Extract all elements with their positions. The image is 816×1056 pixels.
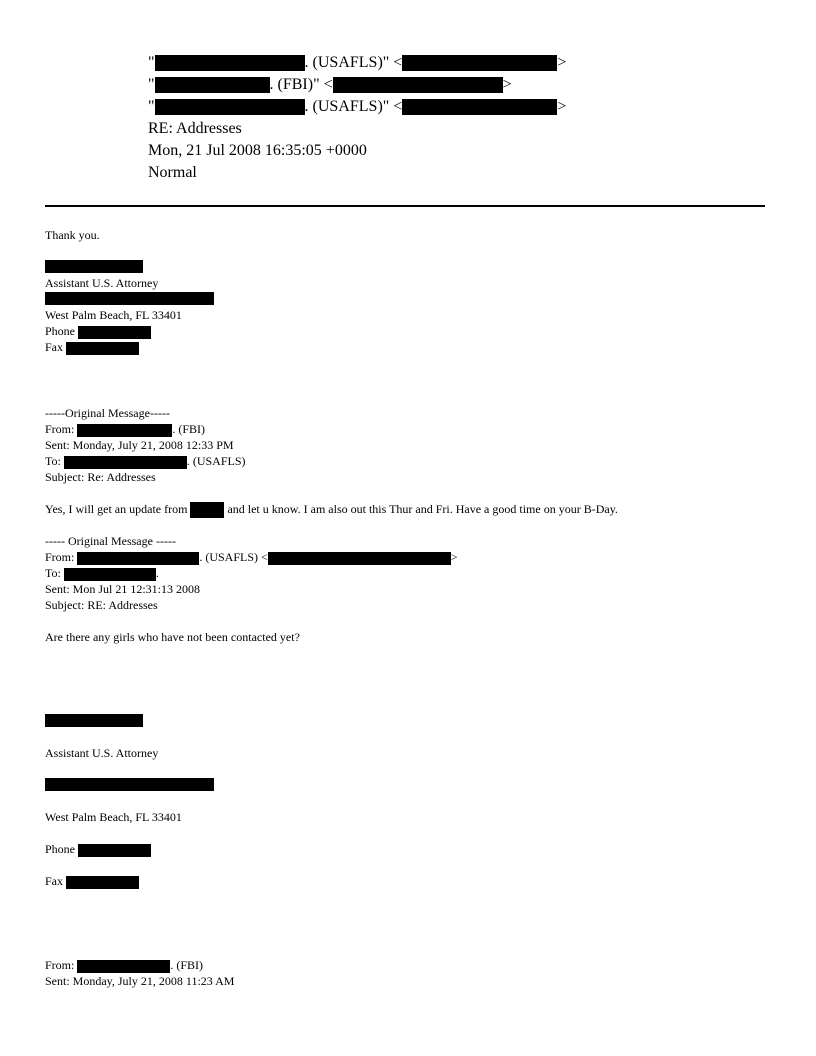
orig1-subject: Subject: Re: Addresses — [45, 470, 156, 484]
redaction-block — [402, 99, 557, 115]
orig2-from — [45, 550, 458, 565]
redaction-block — [190, 502, 224, 518]
redaction-block — [155, 99, 305, 115]
redaction-block — [77, 960, 170, 973]
sig1-title: Assistant U.S. Attorney — [45, 276, 159, 290]
orig2-to-label: To: — [45, 566, 61, 580]
from-end: > — [557, 54, 567, 71]
to-org: . (FBI)" < — [269, 76, 333, 93]
redaction-block — [45, 714, 143, 727]
header-from-value — [148, 53, 566, 73]
orig2-from-mid: . (USAFLS) < — [199, 550, 268, 564]
redaction-block — [268, 552, 451, 565]
redaction-block — [78, 326, 151, 339]
header-to-value — [148, 75, 512, 95]
orig3-from — [45, 958, 203, 973]
redaction-block — [66, 876, 139, 889]
redaction-block — [77, 424, 172, 437]
redaction-block — [45, 778, 214, 791]
orig1-from-label: From: — [45, 422, 75, 436]
sig1-fax-label: Fax — [45, 340, 63, 354]
from-quote: " — [148, 54, 155, 71]
reply-post: and let u know. I am also out this Thur and Fri. Have a good time on your B-Day. — [227, 502, 618, 516]
redaction-block — [402, 55, 557, 71]
orig2-subject: Subject: RE: Addresses — [45, 598, 158, 612]
to-end: > — [502, 76, 512, 93]
orig2-header: ----- Original Message ----- — [45, 534, 176, 548]
sig2-city: West Palm Beach, FL 33401 — [45, 810, 182, 824]
orig1-to-label: To: — [45, 454, 61, 468]
sig2-title: Assistant U.S. Attorney — [45, 746, 159, 760]
orig2-sent: Sent: Mon Jul 21 12:31:13 2008 — [45, 582, 201, 596]
header-bcc-value — [148, 97, 566, 117]
header-importance-value: Normal — [148, 164, 197, 181]
redaction-block — [64, 456, 187, 469]
thanks-line: Thank you. — [45, 228, 100, 242]
orig1-from — [45, 422, 205, 437]
redaction-block — [66, 342, 139, 355]
orig1-to — [45, 454, 246, 469]
reply-pre: Yes, I will get an update from — [45, 502, 188, 516]
orig3-from-label: From: — [45, 958, 75, 972]
redaction-block — [77, 552, 199, 565]
orig1-header: -----Original Message----- — [45, 406, 170, 420]
redaction-block — [78, 844, 151, 857]
orig2-to — [45, 566, 159, 581]
header-date-value: Mon, 21 Jul 2008 16:35:05 +0000 — [148, 142, 367, 159]
orig2-from-end: > — [450, 550, 458, 564]
sig1-city: West Palm Beach, FL 33401 — [45, 308, 182, 322]
sig1-phone — [45, 324, 151, 339]
bcc-org: . (USAFLS)" < — [304, 98, 403, 115]
from-org: . (USAFLS)" < — [304, 54, 403, 71]
redaction-block — [155, 55, 305, 71]
bcc-quote: " — [148, 98, 155, 115]
sig1-fax — [45, 340, 139, 355]
sig2-phone-label: Phone — [45, 842, 75, 856]
redaction-block — [333, 77, 503, 93]
question-line: Are there any girls who have not been contacted yet? — [45, 630, 300, 644]
redaction-block — [64, 568, 156, 581]
orig1-to-tail: . (USAFLS) — [186, 454, 246, 468]
orig1-from-tail: . (FBI) — [172, 422, 206, 436]
header-divider — [45, 205, 765, 207]
orig2-to-tail: . — [155, 566, 159, 580]
sig2-fax-label: Fax — [45, 874, 63, 888]
header-subject-value: RE: Addresses — [148, 120, 242, 137]
to-quote: " — [148, 76, 155, 93]
redaction-block — [45, 292, 214, 305]
bcc-end: > — [557, 98, 567, 115]
orig3-sent: Sent: Monday, July 21, 2008 11:23 AM — [45, 974, 235, 988]
sig2-fax — [45, 874, 139, 889]
orig2-from-label: From: — [45, 550, 75, 564]
orig1-sent: Sent: Monday, July 21, 2008 12:33 PM — [45, 438, 234, 452]
sig1-phone-label: Phone — [45, 324, 75, 338]
redaction-block — [45, 260, 143, 273]
orig3-from-tail: . (FBI) — [170, 958, 204, 972]
redaction-block — [155, 77, 270, 93]
sig2-phone — [45, 842, 151, 857]
reply-line — [45, 502, 618, 518]
